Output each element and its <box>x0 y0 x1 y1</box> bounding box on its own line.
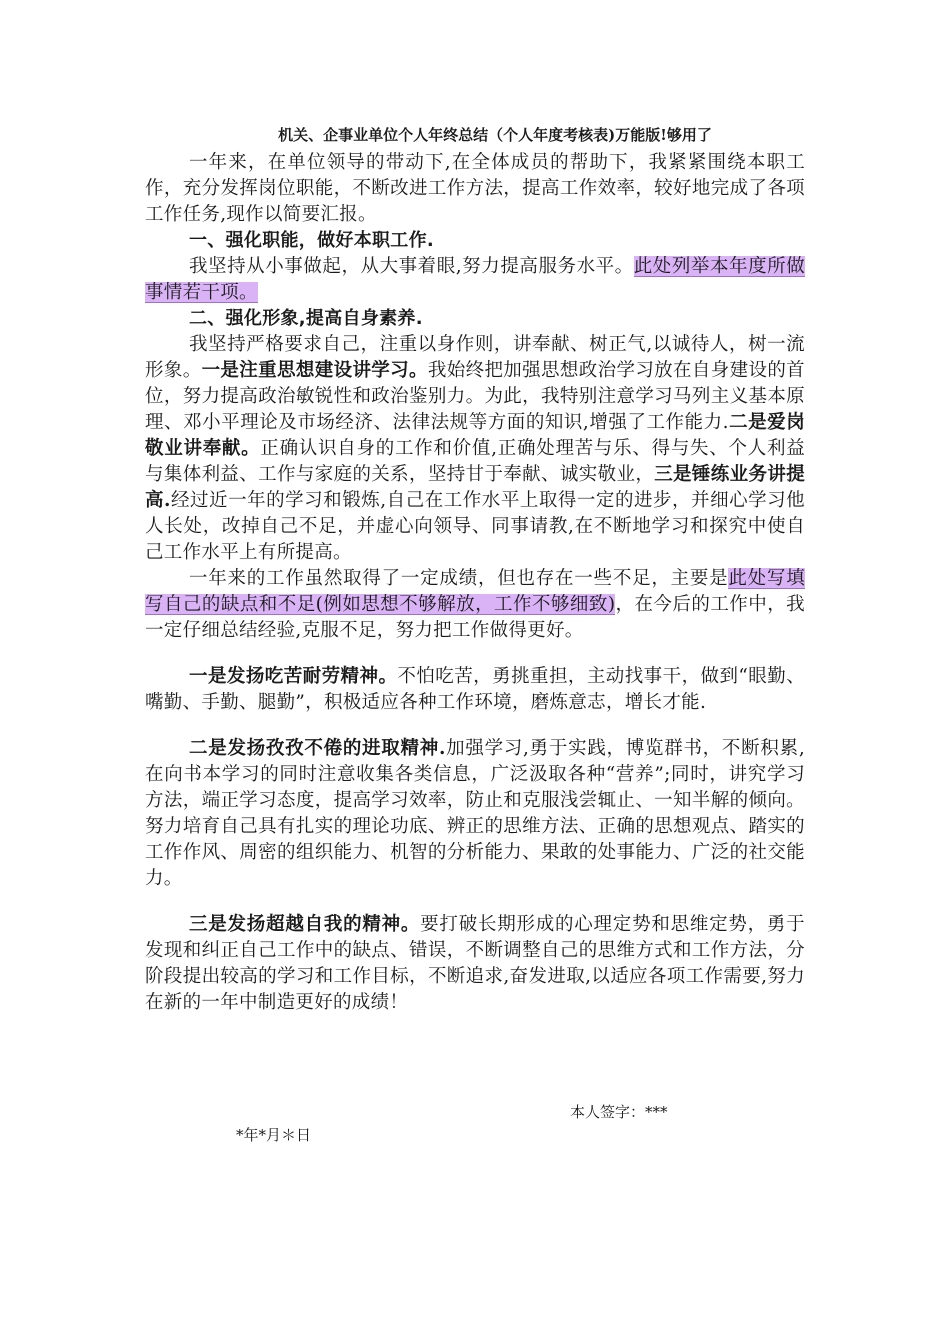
section2-text-e: 经过近一年的学习和锻炼,自己在工作水平上取得一定的进步，并细心学习他人长处，改掉自己不足，并虚心向领导、同事请教,在不断地学习和探究中使自己工作水平上有所提高。 <box>145 490 805 563</box>
shortcomings-text-a: 一年来的工作虽然取得了一定成绩，但也存在一些不足，主要是 <box>189 568 729 589</box>
section1-heading-paragraph <box>145 228 805 254</box>
paragraph-spacer <box>145 892 805 912</box>
point3-bold: 三是发扬超越自我的精神。 <box>189 914 421 935</box>
paragraph-spacer <box>145 716 805 736</box>
point1-text: 不怕吃苦，勇挑重担，主动找事干，做到“眼勤、嘴勤、手勤、腿勤”，积极适应各种工作环境，磨炼意志，增长才能. <box>145 666 806 713</box>
section1-paragraph <box>145 254 805 306</box>
point1-bold: 一是发扬吃苦耐劳精神。 <box>189 666 398 687</box>
section2-paragraph <box>145 332 805 566</box>
section2-heading: 二、强化形象,提高自身素养. <box>189 308 423 329</box>
shortcomings-text-b: ，在今后的工作中，我一定仔细总结经验,克服不足，努力把工作做得更好。 <box>145 594 805 641</box>
section1-heading: 一、强化职能，做好本职工作. <box>189 230 435 251</box>
point2-bold: 二是发扬孜孜不倦的进取精神. <box>189 738 446 759</box>
point3-paragraph <box>145 912 805 1016</box>
document-body <box>145 122 805 1016</box>
section2-bold-2: 二是爱岗敬业讲奉献。 <box>145 412 805 459</box>
paragraph-spacer <box>145 644 805 664</box>
signature-line: 本人签字：*** <box>570 1103 668 1121</box>
section2-text-a: 我坚持严格要求自己，注重以身作则，讲奉献、树正气,以诚待人，树一流形象。 <box>145 334 805 381</box>
section2-heading-paragraph <box>145 306 805 332</box>
point2-paragraph <box>145 736 805 892</box>
section2-text-c: 我始终把加强思想政治学习放在自身建设的首位，努力提高政治敏锐性和政治鉴别力。为此，我特别注意学习马列主义基本原理、邓小平理论及市场经济、法律法规等方面的知识,增强了工作能力. <box>145 360 805 433</box>
point3-text: 要打破长期形成的心理定势和思维定势，勇于发现和纠正自己工作中的缺点、错误，不断调整自己的思维方式和工作方法，分阶段提出较高的学习和工作目标，不断追求,奋发进取,以适应各项工作需要,努力在新的一年中制造更好的成绩！ <box>145 914 805 1013</box>
date-line: *年*月＊日 <box>236 1126 312 1144</box>
point1-paragraph <box>145 664 805 716</box>
intro-paragraph: 一年来，在单位领导的带动下,在全体成员的帮助下，我紧紧围绕本职工作，充分发挥岗位职能，不断改进工作方法，提高工作效率，较好地完成了各项工作任务,现作以简要汇报。 <box>145 152 805 225</box>
section2-bold-3: 三是锤练业务讲提高. <box>145 464 805 511</box>
section1-text: 我坚持从小事做起，从大事着眼,努力提高服务水平。 <box>189 256 634 277</box>
document-title: 机关、企事业单位个人年终总结（个人年度考核表)万能版!够用了 <box>278 126 712 144</box>
section1-highlight: 此处列举本年度所做事情若干项。 <box>145 256 806 303</box>
shortcomings-highlight: 此处写填写自己的缺点和不足(例如思想不够解放，工作不够细致) <box>145 568 805 615</box>
point2-text: 加强学习,勇于实践，博览群书，不断积累,在向书本学习的同时注意收集各类信息，广泛汲取各种“营养”;同时，讲究学习方法，端正学习态度，提高学习效率，防止和克服浅尝辄止、一知半解的倾向。努力培育自己具有扎实的理论功底、辨正的思维方法、正确的思想观点、踏实的工作作风、周密的组织能力、机智的分析能力、果敢的处事能力、广泛的社交能力。 <box>145 738 805 889</box>
shortcomings-paragraph <box>145 566 805 644</box>
section2-bold-1: 一是注重思想建设讲学习。 <box>201 360 428 381</box>
section2-text-d: 正确认识自身的工作和价值,正确处理苦与乐、得与失、个人利益与集体利益、工作与家庭的关系，坚持甘于奉献、诚实敬业， <box>145 438 805 485</box>
